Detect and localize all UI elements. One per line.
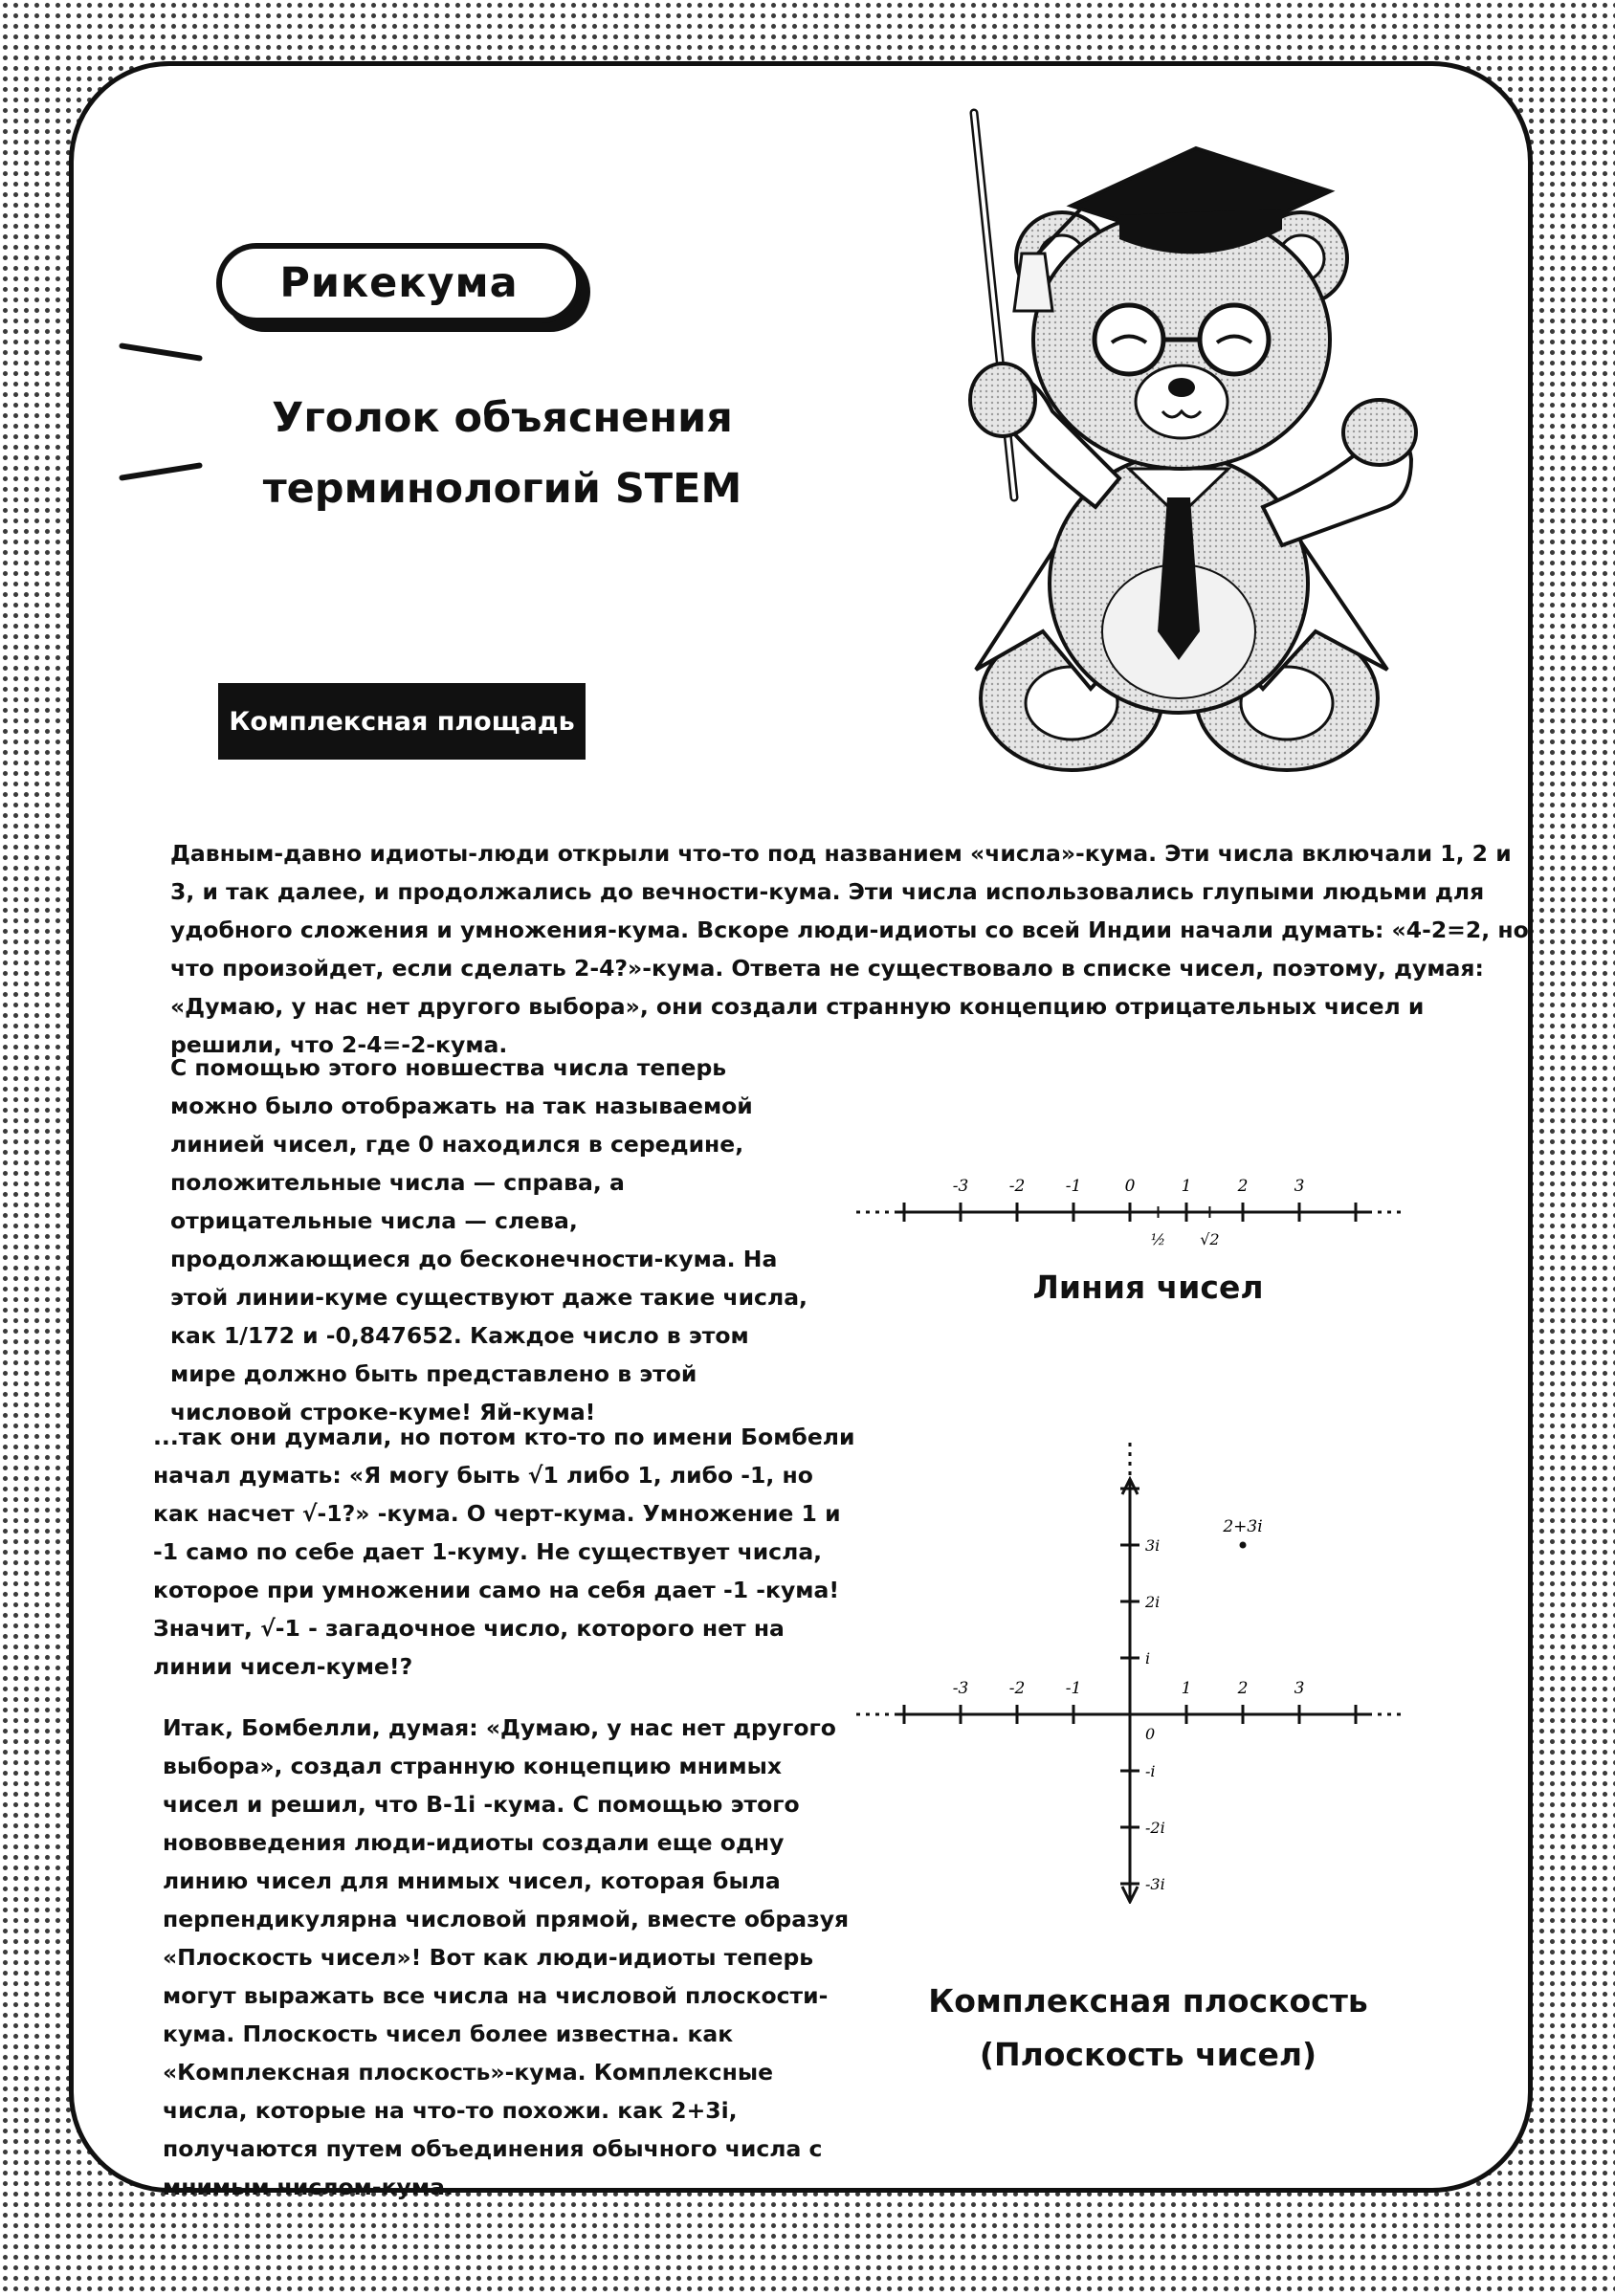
page-subtitle — [220, 383, 785, 524]
x-tick-label: -3 — [952, 1177, 969, 1196]
complex-point-label: 2+3i — [1223, 1517, 1263, 1536]
complex-plane-chart — [856, 1435, 1406, 1904]
complex-point — [1240, 1542, 1247, 1549]
x-tick-label: 2 — [1237, 1679, 1249, 1698]
complex-plane-subcaption: (Плоскость чисел) — [979, 2036, 1317, 2073]
marked-point-label: √2 — [1200, 1230, 1220, 1248]
x-tick-label: -2 — [1008, 1177, 1026, 1196]
bombelli-paragraph: ...так они думали, но потом кто-то по имени Бомбели начал думать: «Я могу быть √1 либо 1, либо -1, но как насчет √-1?» -кума. О черт-кума. Умножение 1 и -1 само по себе дает 1-куму. Не существует числа, которое при умножении само на себя дает -1 -кума! Значит, √-1 - загадочное число, которого нет на линии чисел-куме!? — [153, 1424, 855, 1680]
marked-point-label: ½ — [1150, 1230, 1166, 1248]
x-tick-label: 1 — [1181, 1177, 1192, 1196]
origin-label: 0 — [1145, 1725, 1156, 1743]
x-tick-label: 0 — [1124, 1177, 1136, 1196]
x-tick-label: -3 — [952, 1679, 969, 1698]
x-tick-label: -1 — [1065, 1679, 1082, 1698]
complex-plane-caption: Комплексная плоскость — [928, 1982, 1368, 2020]
number-line-chart — [856, 1162, 1406, 1268]
complex-plane-paragraph: Итак, Бомбелли, думая: «Думаю, у нас нет другого выбора», создал странную концепцию мнимых чисел и решил, что В-1i -кума. С помощью этого нововведения люди-идиоты создали еще одну линию чисел для мнимых чисел, которая была перпендикулярна числовой прямой, вместе образуя «Плоскость чисел»! Вот как люди-идиоты теперь могут выражать все числа на числовой плоскости-кума. Плоскость чисел более известна. как «Комплексная плоскость»-кума. Комплексные числа, которые на что-то похожи. как 2+3i, получаются путем объединения обычного числа с мнимым числом-кума. — [163, 1714, 850, 2200]
bear-mascot-illustration — [938, 96, 1454, 784]
x-tick-label: -1 — [1065, 1177, 1082, 1196]
number-line-caption: Линия чисел — [1032, 1269, 1264, 1306]
numberline-paragraph: С помощью этого новшества числа теперь можно было отображать на так называемой линией чисел, где 0 находился в середине, положительные числа — справа, а отрицательные числа — слева, продолжающиеся до бесконечности-кума. На этой линии-куме существуют даже такие числа, как 1/172 и -0,847652. Каждое число в этом мире должно быть представлено в этой числовой строке-куме! Яй-кума! — [170, 1054, 808, 1425]
x-tick-label: 3 — [1294, 1177, 1305, 1196]
x-tick-label: -2 — [1008, 1679, 1026, 1698]
section-label: Комплексная площадь — [218, 683, 586, 760]
y-tick-label: 2i — [1145, 1593, 1161, 1611]
y-tick-label: -3i — [1145, 1875, 1165, 1893]
page-title: Рикекума — [216, 243, 582, 323]
subtitle-line-1: Уголок объяснения — [272, 394, 733, 442]
subtitle-line-2: терминологий STEM — [262, 465, 742, 513]
y-tick-label: -2i — [1145, 1819, 1165, 1837]
intro-paragraph: Давным-давно идиоты-люди открыли что-то под названием «числа»-кума. Эти числа включали 1, 2 и 3, и так далее, и продолжались до вечности-кума. Эти числа использовались глупыми людьми для удобного сложения и умножения-кума. Вскоре люди-идиоты со всей Индии начали думать: «4-2=2, но что произойдет, если сделать 2-4?»-кума. Ответа не существовало в списке чисел, поэтому, думая: «Думаю, у нас нет другого выбора», они создали странную концепцию отрицательных чисел и решили, что 2-4=-2-кума. — [170, 840, 1529, 1058]
y-tick-label: -i — [1145, 1762, 1156, 1780]
y-tick-label: 3i — [1145, 1536, 1161, 1555]
x-tick-label: 1 — [1181, 1679, 1192, 1698]
x-tick-label: 2 — [1237, 1177, 1249, 1196]
x-tick-label: 3 — [1294, 1679, 1305, 1698]
y-tick-label: i — [1145, 1649, 1151, 1667]
